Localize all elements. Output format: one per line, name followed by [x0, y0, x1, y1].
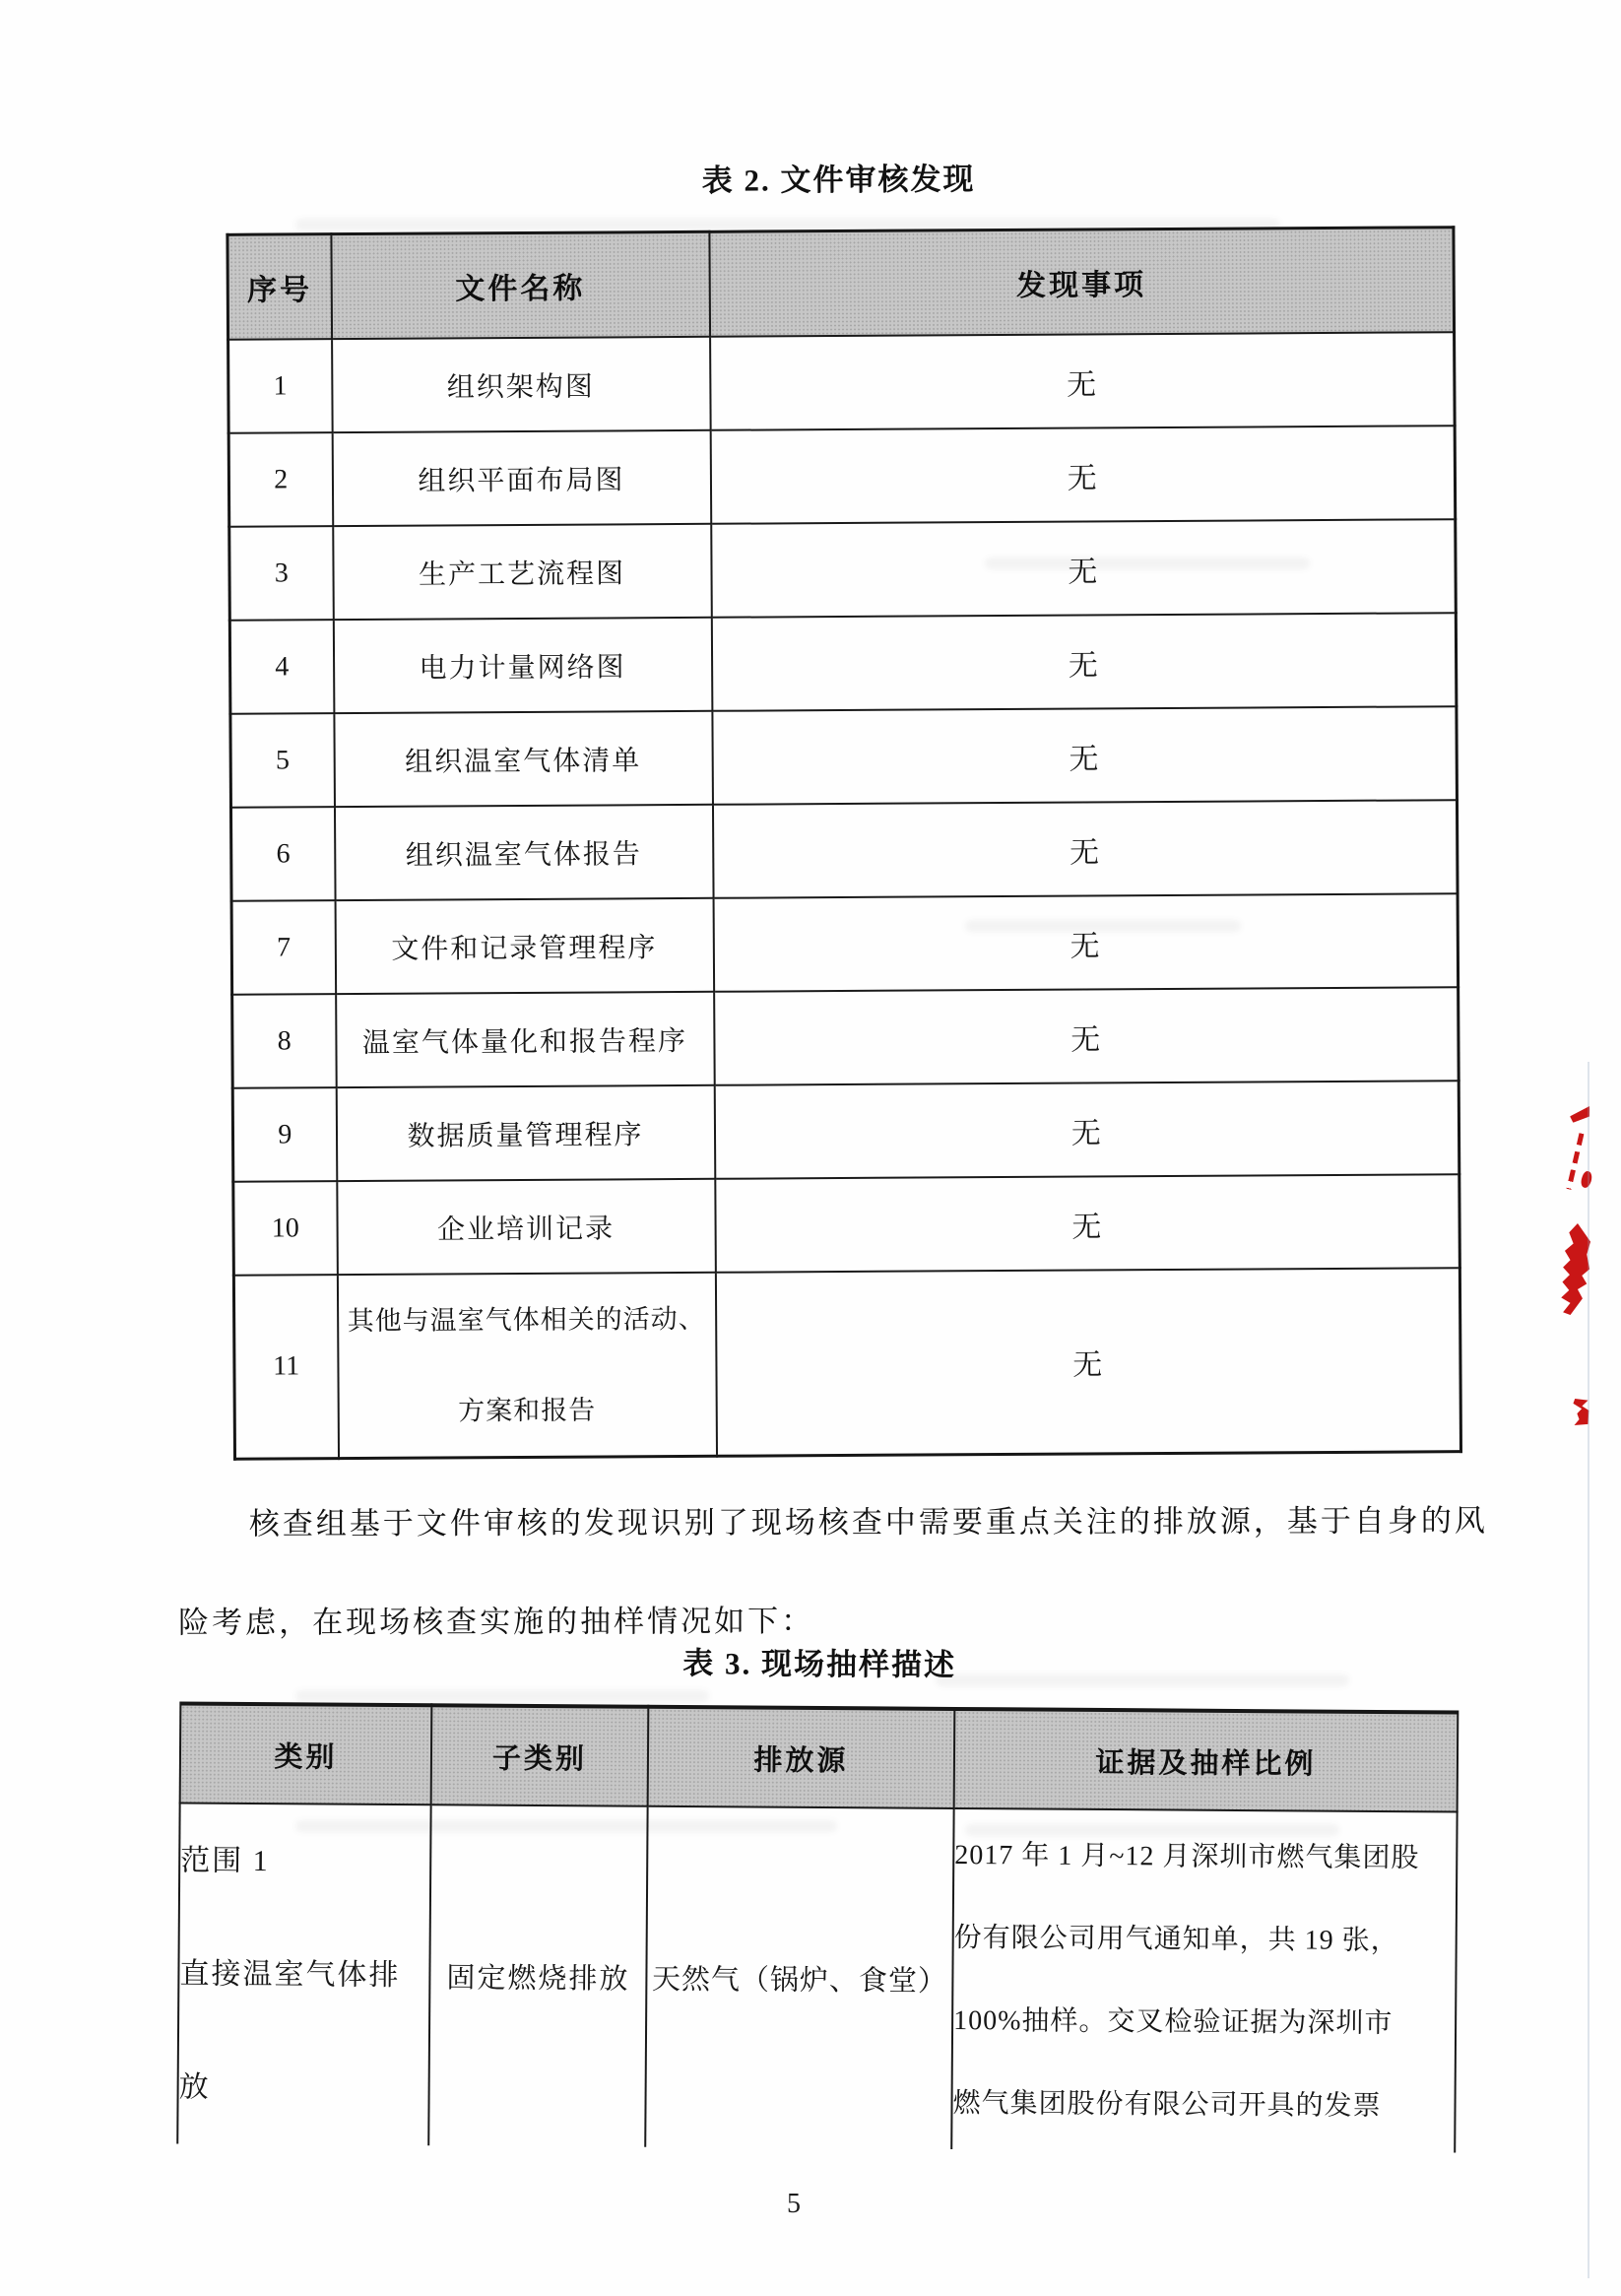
table3-title: 表 3. 现场抽样描述 [682, 1646, 957, 1682]
row-finding: 无 [712, 706, 1458, 805]
row-no: 6 [230, 807, 335, 901]
table2-header-row [227, 228, 1455, 340]
row-no: 8 [232, 994, 337, 1088]
table-row [230, 706, 1458, 808]
row-docname: 组织温室气体清单 [334, 711, 713, 807]
table2-header-docname: 文件名称 [331, 231, 710, 339]
row-docname: 生产工艺流程图 [333, 524, 712, 620]
table3-header-row [180, 1703, 1459, 1811]
row-no: 11 [233, 1275, 338, 1459]
row-no: 9 [232, 1087, 337, 1182]
table-row [231, 893, 1459, 995]
table3-section [176, 1640, 1459, 2152]
page-number: 5 [787, 2189, 801, 2219]
table-row [229, 613, 1457, 714]
red-stamp-fragment [1560, 1223, 1590, 1315]
table-row [233, 1268, 1460, 1459]
row-finding: 无 [710, 426, 1456, 524]
table-row [232, 1081, 1459, 1182]
table2-title: 表 2. 文件审核发现 [701, 162, 976, 198]
row-no: 3 [229, 526, 334, 621]
table2-section [226, 157, 1459, 1461]
row-finding: 无 [711, 519, 1457, 618]
cell-evidence: 2017 年 1 月~12 月深圳市燃气集团股 份有限公司用气通知单，共 19 张， 100%抽样。交叉检验证据为深圳市 燃气集团股份有限公司开具的发票 [951, 1808, 1457, 2153]
cell-category: 范围 1 直接温室气体排 放 [177, 1803, 430, 2145]
row-finding: 无 [714, 1081, 1459, 1179]
row-finding: 无 [711, 613, 1457, 711]
table3-header-source: 排放源 [648, 1707, 955, 1808]
table2-header-no: 序号 [227, 234, 332, 340]
red-stamp-fragment [1580, 1170, 1594, 1189]
row-finding: 无 [715, 1268, 1460, 1456]
cell-subcategory: 固定燃烧排放 [428, 1804, 647, 2147]
cell-emission-source: 天然气（锅炉、食堂） [645, 1806, 953, 2149]
table-row [232, 987, 1459, 1088]
row-docname: 组织温室气体报告 [334, 805, 713, 900]
row-no: 10 [233, 1181, 338, 1276]
table2-header-finding: 发现事项 [709, 228, 1455, 337]
row-no: 1 [228, 339, 333, 433]
row-finding: 无 [715, 1174, 1460, 1273]
row-docname: 企业培训记录 [337, 1179, 716, 1275]
row-no: 4 [229, 620, 334, 714]
table-row [230, 800, 1458, 901]
table-row [228, 332, 1456, 433]
row-finding: 无 [710, 332, 1456, 430]
table-row [233, 1174, 1460, 1276]
row-finding: 无 [712, 800, 1458, 898]
table3-header-evidence: 证据及抽样比例 [954, 1709, 1459, 1812]
row-docname: 电力计量网络图 [333, 618, 712, 713]
row-finding: 无 [713, 893, 1459, 992]
table3-header-category: 类别 [180, 1703, 432, 1804]
row-docname: 文件和记录管理程序 [335, 898, 714, 994]
row-finding: 无 [714, 987, 1459, 1085]
row-docname: 组织平面布局图 [332, 430, 711, 526]
row-no: 5 [230, 713, 335, 808]
table3-header-subcategory: 子类别 [431, 1705, 649, 1806]
table-row [229, 519, 1457, 621]
row-docname: 数据质量管理程序 [336, 1085, 715, 1181]
table-row [177, 1803, 1457, 2152]
row-docname: 组织架构图 [332, 337, 711, 432]
row-docname: 其他与温室气体相关的活动、 方案和报告 [337, 1273, 716, 1459]
row-no: 2 [228, 432, 333, 527]
row-no: 7 [231, 900, 336, 995]
scanner-edge-artifact-line [1588, 1062, 1589, 2278]
body-paragraph: 核查组基于文件审核的发现识别了现场核查中需要重点关注的排放源，基于自身的风 险考虑，在现场核查实施的抽样情况如下： [178, 1503, 1488, 1640]
table2-document-review-findings [226, 226, 1462, 1461]
table-row [228, 426, 1456, 527]
row-docname: 温室气体量化和报告程序 [336, 992, 715, 1087]
table3-onsite-sampling [176, 1701, 1459, 2152]
